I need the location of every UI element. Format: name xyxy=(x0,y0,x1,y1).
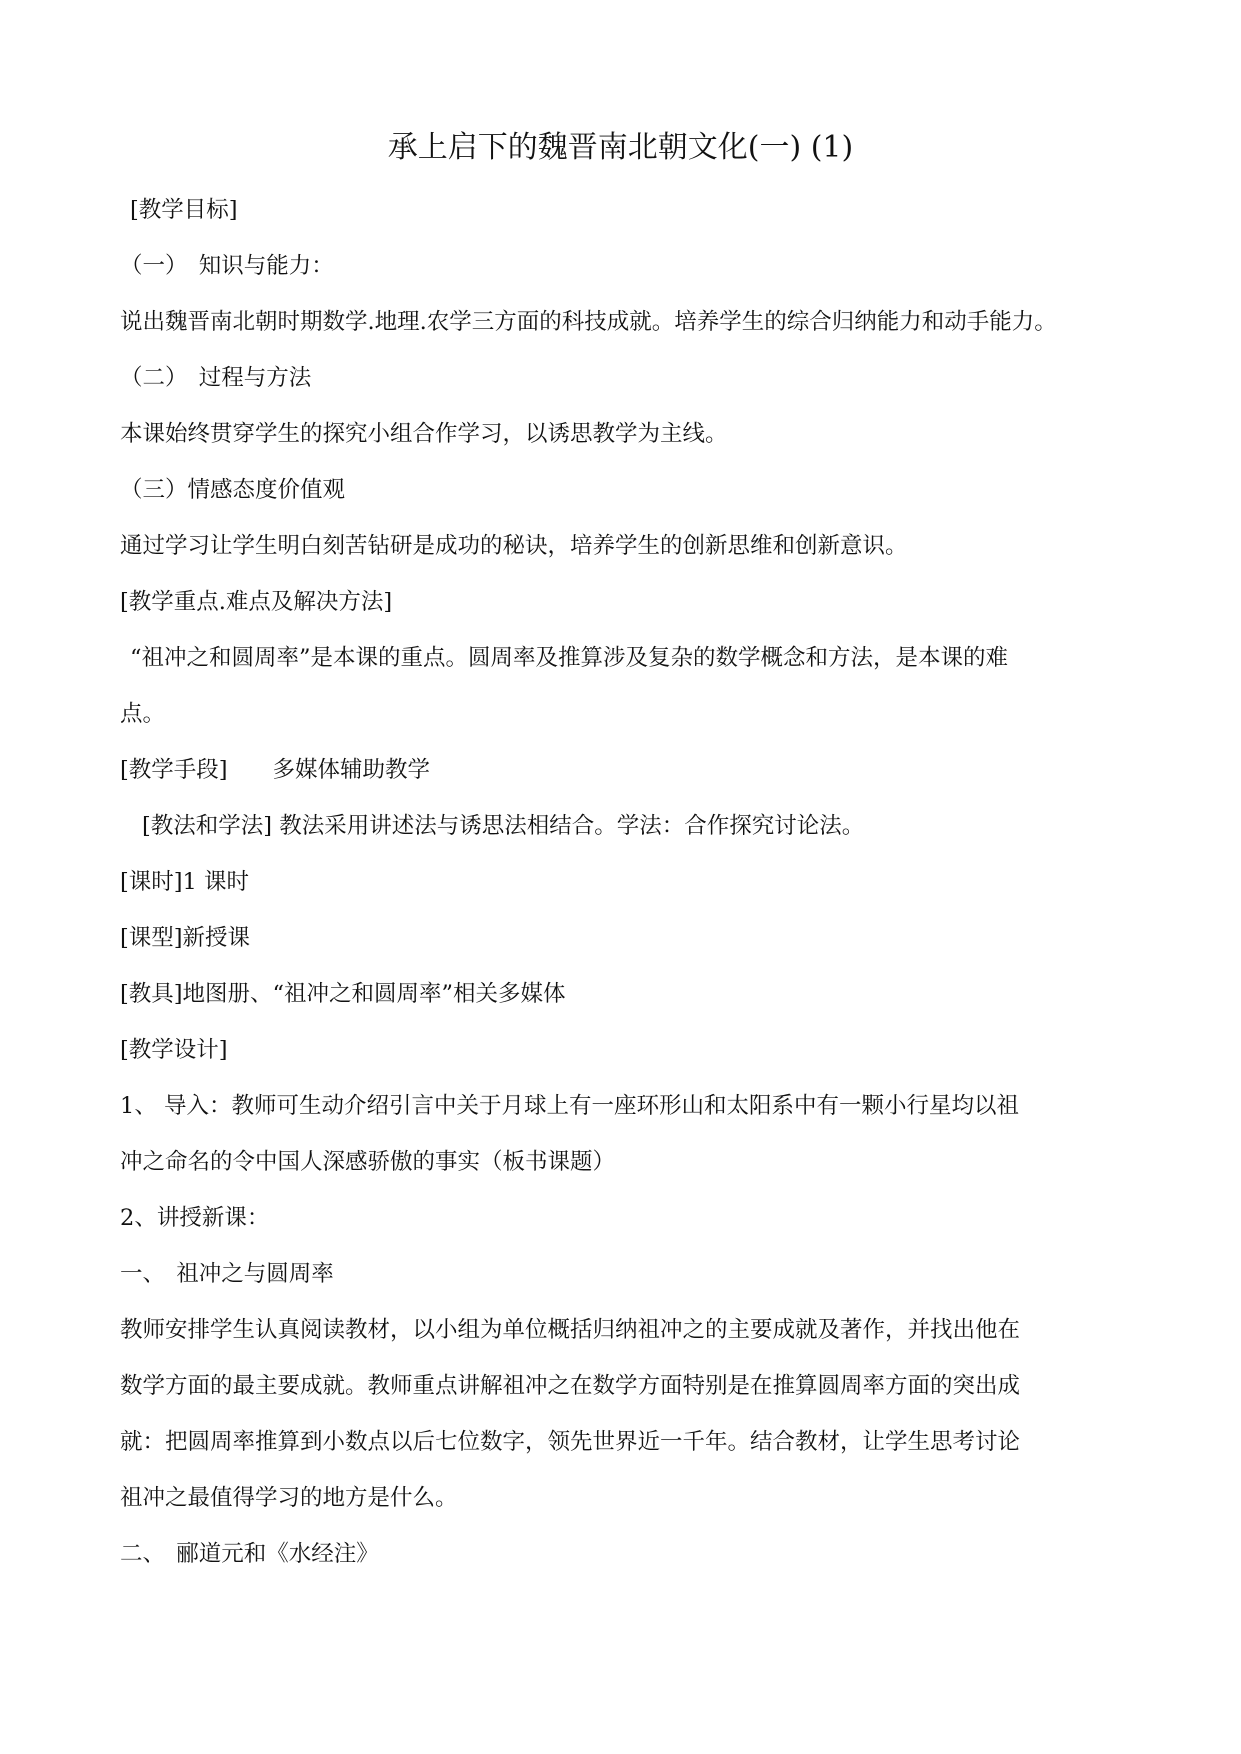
subheading-knowledge-ability: （一） 知识与能力： xyxy=(120,253,334,279)
section-heading-teaching-design: [教学设计] xyxy=(120,1037,228,1063)
section-heading-teaching-means: [教学手段] 多媒体辅助教学 xyxy=(120,757,431,783)
paragraph-line: “祖冲之和圆周率”是本课的重点。圆周率及推算涉及复杂的数学概念和方法，是本课的难 xyxy=(130,645,1009,671)
subheading-li-daoyuan: 二、 郦道元和《水经注》 xyxy=(120,1541,379,1567)
paragraph-line: 点。 xyxy=(120,701,166,727)
paragraph-line: 教师安排学生认真阅读教材，以小组为单位概括归纳祖冲之的主要成就及著作，并找出他在 xyxy=(120,1317,1021,1343)
section-heading-class-hours: [课时]1 课时 xyxy=(120,869,250,895)
section-heading-teaching-methods: [教法和学法] 教法采用讲述法与诱思法相结合。学法：合作探究讨论法。 xyxy=(142,813,865,839)
section-heading-key-points: [教学重点.难点及解决方法] xyxy=(120,589,393,615)
paragraph-line: 通过学习让学生明白刻苦钻研是成功的秘诀，培养学生的创新思维和创新意识。 xyxy=(120,533,908,559)
paragraph-line: 2、讲授新课： xyxy=(120,1205,270,1231)
paragraph-line: 说出魏晋南北朝时期数学.地理.农学三方面的科技成就。培养学生的综合归纳能力和动手能力。 xyxy=(120,309,1057,335)
subheading-process-method: （二） 过程与方法 xyxy=(120,365,312,391)
paragraph-line: 1、 导入：教师可生动介绍引言中关于月球上有一座环形山和太阳系中有一颗小行星均以祖 xyxy=(120,1093,1019,1119)
paragraph-line: 祖冲之最值得学习的地方是什么。 xyxy=(120,1485,458,1511)
subheading-emotion-values: （三）情感态度价值观 xyxy=(120,477,346,503)
section-heading-teaching-goals: [教学目标] xyxy=(130,197,238,223)
paragraph-line: 就：把圆周率推算到小数点以后七位数字，领先世界近一千年。结合教材，让学生思考讨论 xyxy=(120,1429,1021,1455)
paragraph-line: 数学方面的最主要成就。教师重点讲解祖冲之在数学方面特别是在推算圆周率方面的突出成 xyxy=(120,1373,1021,1399)
document-title: 承上启下的魏晋南北朝文化(一) (1) xyxy=(387,130,854,165)
section-heading-lesson-type: [课型]新授课 xyxy=(120,925,251,951)
paragraph-line: 冲之命名的令中国人深感骄傲的事实（板书课题） xyxy=(120,1149,616,1175)
section-heading-teaching-aids: [教具]地图册、“祖冲之和圆周率”相关多媒体 xyxy=(120,981,566,1007)
subheading-zu-chongzhi: 一、 祖冲之与圆周率 xyxy=(120,1261,334,1287)
paragraph-line: 本课始终贯穿学生的探究小组合作学习，以诱思教学为主线。 xyxy=(120,421,728,447)
